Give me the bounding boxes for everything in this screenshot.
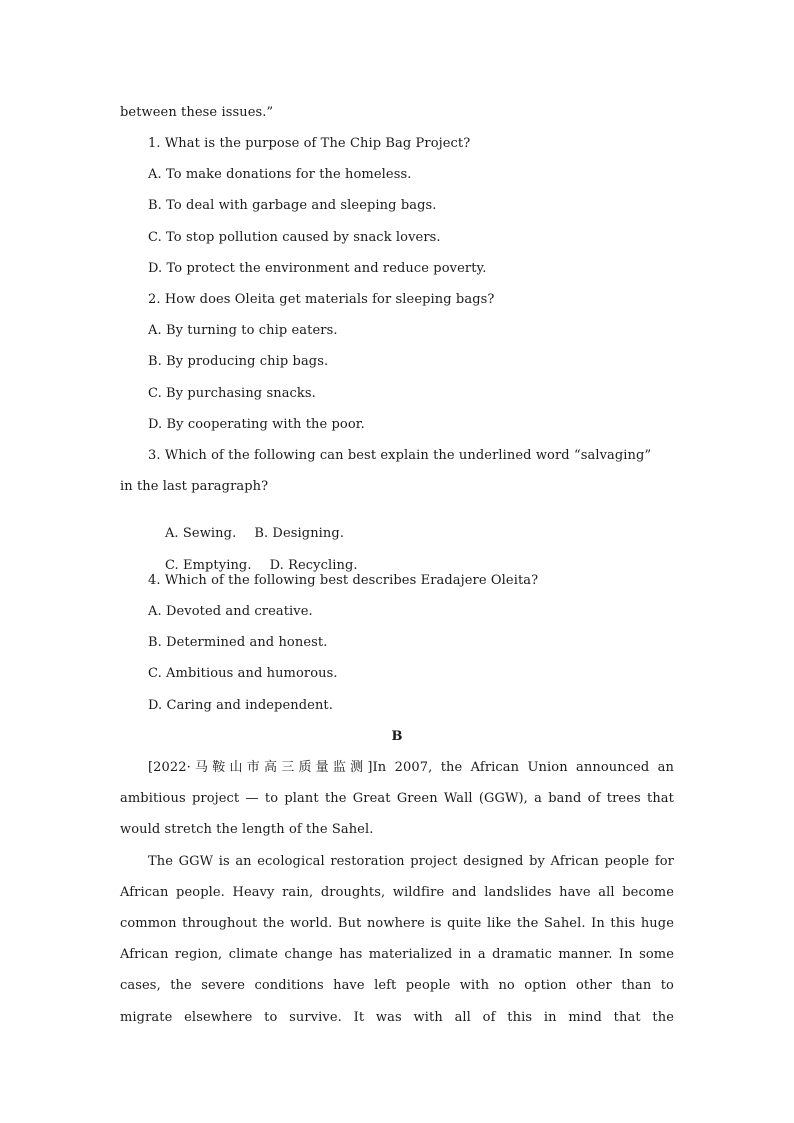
passage-b-p1-line3: would stretch the length of the Sahel. <box>120 822 374 837</box>
passage-b-p2-line3: common throughout the world. But nowhere is quite like the Sahel. In this huge <box>120 916 674 931</box>
passage-b-p1-line2: ambitious project — to plant the Great Green Wall (GGW), a band of trees that <box>120 791 674 806</box>
question-3-option-a: A. Sewing. <box>164 526 237 541</box>
question-1-option-a: A. To make donations for the homeless. <box>148 167 412 182</box>
question-2-option-b: B. By producing chip bags. <box>148 354 329 369</box>
question-1-stem: 1. What is the purpose of The Chip Bag Project? <box>148 136 471 151</box>
question-3-option-d: D. Recycling. <box>269 558 358 573</box>
passage-b-p1-line1: [2022·马鞍山市高三质量监测]In 2007, the African Union announced an <box>148 760 674 775</box>
passage-b-heading: B <box>391 729 403 744</box>
question-1-option-b: B. To deal with garbage and sleeping bags. <box>148 198 437 213</box>
question-1-option-c: C. To stop pollution caused by snack lovers. <box>148 230 441 245</box>
question-4-stem: 4. Which of the following best describes Eradajere Oleita? <box>148 573 539 588</box>
question-4-option-a: A. Devoted and creative. <box>148 604 313 619</box>
question-2-option-d: D. By cooperating with the poor. <box>148 417 365 432</box>
question-2-option-c: C. By purchasing snacks. <box>148 386 316 401</box>
question-3-stem-line2: in the last paragraph? <box>120 479 269 494</box>
question-3-option-b: B. Designing. <box>254 526 345 541</box>
question-4-option-d: D. Caring and independent. <box>148 698 333 713</box>
passage-b-p2-line2: African people. Heavy rain, droughts, wildfire and landslides have all become <box>120 885 674 900</box>
question-1-option-d: D. To protect the environment and reduce poverty. <box>148 261 487 276</box>
passage-b-p2-line4: African region, climate change has materialized in a dramatic manner. In some <box>120 947 674 962</box>
question-3-stem-line1: 3. Which of the following can best explain the underlined word “salvaging” <box>148 448 652 463</box>
question-3-option-c: C. Emptying. <box>164 558 252 573</box>
passage-b-p2-line6: migrate elsewhere to survive. It was with all of this in mind that the <box>120 1010 674 1025</box>
passage-b-p2-line5: cases, the severe conditions have left people with no option other than to <box>120 978 674 993</box>
question-2-option-a: A. By turning to chip eaters. <box>148 323 338 338</box>
question-4-option-b: B. Determined and honest. <box>148 635 328 650</box>
question-4-option-c: C. Ambitious and humorous. <box>148 666 338 681</box>
passage-a-tail: between these issues.” <box>120 105 274 120</box>
passage-b-p2-line1: The GGW is an ecological restoration project designed by African people for <box>148 854 674 869</box>
question-2-stem: 2. How does Oleita get materials for sleeping bags? <box>148 292 495 307</box>
